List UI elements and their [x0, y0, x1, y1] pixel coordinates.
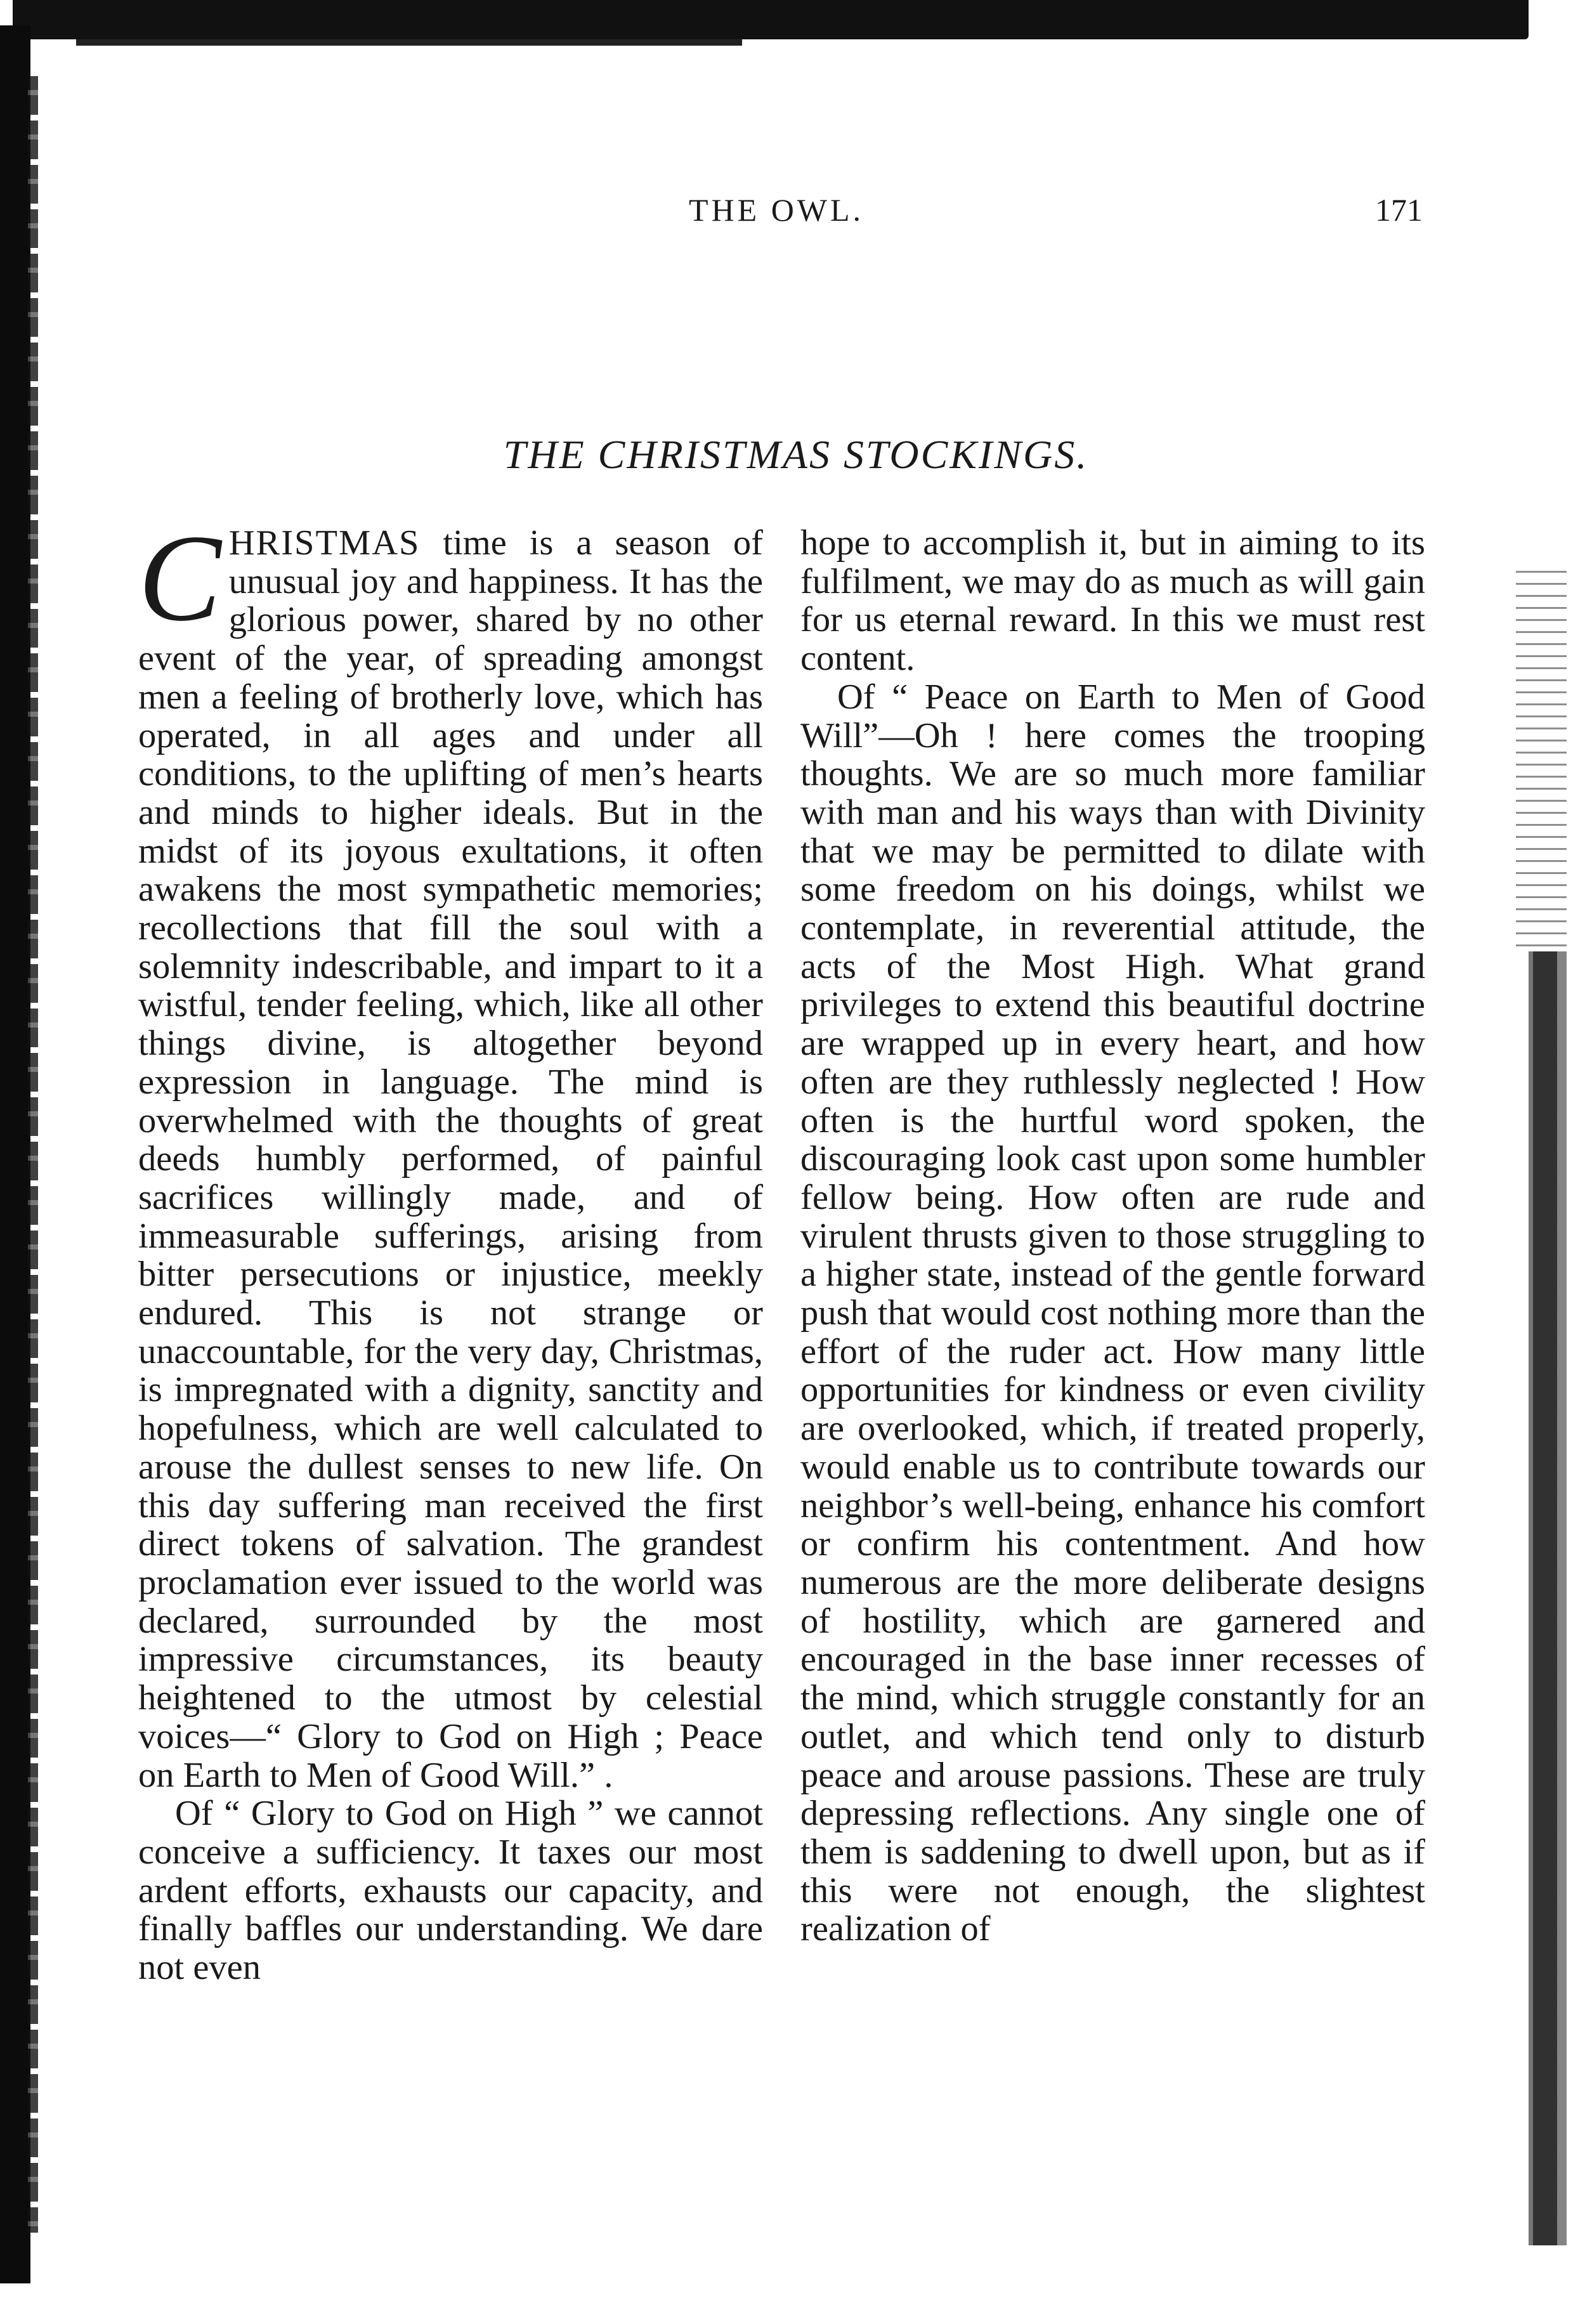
article-title: THE CHRISTMAS STOCKINGS.: [503, 432, 1089, 477]
page-number: 171: [1375, 192, 1423, 228]
page-header: [0, 185, 1592, 236]
paragraph: Of “ Glory to God on High ” we cannot conceive a sufficiency. It taxes our most ardent efforts, exhausts our capacity, and finally baffles our understanding. We dare not even: [138, 1794, 763, 1988]
right-page-edge-shadow: [1529, 951, 1567, 2245]
left-page-edge-texture: [28, 76, 38, 2233]
top-border-rule: [13, 0, 1529, 39]
paragraph: Of “ Peace on Earth to Men of Good Will”—Oh ! here comes the trooping thoughts. We are so much more familiar with man and his ways than with Divinity that we may be permitted to dilate with some freedom on his doings, whilst we contemplate, in reverential attitude, the acts of the Most High. What grand privileges to extend this beautiful doctrine are wrapped up in every heart, and how often are they ruthlessly neglected ! How often is the hurtful word spoken, the discouraging look cast upon some humbler fellow being. How often are rude and virulent thrusts given to those struggling to a higher state, instead of the gentle forward push that would cost nothing more than the effort of the ruder act. How many little opportunities for kindness or even civility are overlooked, which, if treated properly, would enable us to contribute towards our neighbor’s well-being, enhance his comfort or confirm his contentment. And how numerous are the more deliberate designs of hostility, which are garnered and encouraged in the base inner recesses of the mind, which struggle constantly for an outlet, and which tend only to disturb peace and arouse passions. These are truly depressing reflections. Any single one of them is saddening to dwell upon, but as if this were not enough, the slightest realization of: [800, 677, 1425, 1949]
lead-caps: HRISTMAS: [228, 523, 421, 563]
text-column-left: [138, 509, 763, 1988]
left-page-edge: [0, 25, 30, 2283]
drop-cap: C: [138, 509, 221, 647]
running-title: THE OWL.: [689, 192, 865, 228]
text-column-right: [800, 524, 1425, 1949]
paragraph-text: time is a season of unusual joy and happiness. It has the glorious power, shared by no other event of the year, of spreading amongst men a feeling of brotherly love, which has operated, in all ages and under all conditions, to the uplifting of men’s hearts and minds to higher ideals. But in the midst of its joyous exultations, it often awakens the most sympathetic memories; recollections that fill the soul with a solemnity indescribable, and impart to it a wistful, tender feeling, which, like all other things divine, is altogether beyond expression in language. The mind is overwhelmed with the thoughts of great deeds humbly performed, of painful sacrifices willingly made, and of immeasurable sufferings, arising from bitter persecutions or injustice, meekly endured. This is not strange or unaccountable, for the very day, Christmas, is impregnated with a dignity, sanctity and hopefulness, which are well calculated to arouse the dullest senses to new life. On this day suffering man received the first direct tokens of salvation. The grandest proclamation ever issued to the world was declared, surrounded by the most impressive circumstances, its beauty heightened to the utmost by celestial voices—“ Glory to God on High ; Peace on Earth to Men of Good Will.” .: [138, 523, 763, 1795]
paragraph: hope to accomplish it, but in aiming to its fulfilment, we may do as much as will gain for us eternal reward. In this we must rest content.: [800, 523, 1425, 679]
right-page-edge-speckle: [1516, 571, 1567, 951]
top-border-rule-thin: [76, 39, 742, 46]
paragraph: [138, 509, 763, 1795]
